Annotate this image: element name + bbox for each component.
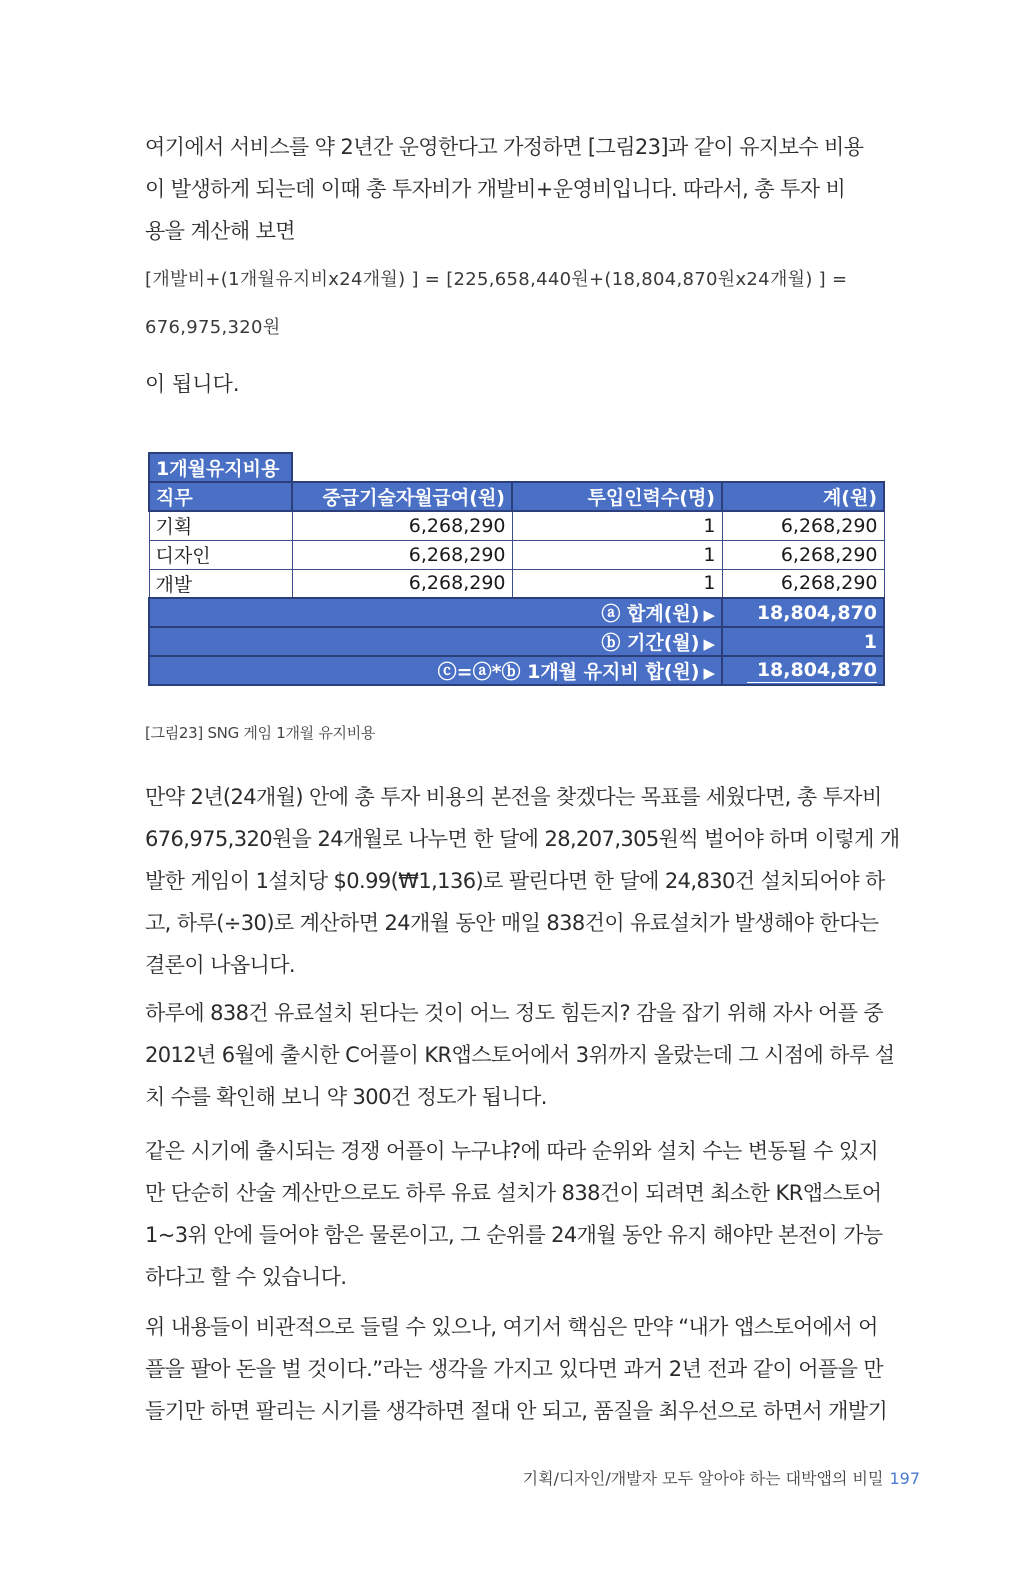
table-title-row [149, 453, 884, 482]
body-line: 플을 팔아 돈을 벌 것이다.”라는 생각을 가지고 있다면 과거 2년 전과 같이 어플을 만 [145, 1357, 884, 1381]
summary-label [149, 656, 722, 685]
table-cell: 디자인 [149, 540, 292, 569]
summary-label [149, 627, 722, 656]
body-line: 2012년 6월에 출시한 C어플이 KR앱스토어에서 3위까지 올랐는데 그 시점에 하루 설 [145, 1043, 895, 1067]
summary-row-monthly-total [149, 656, 884, 685]
table-row [149, 511, 884, 540]
column-header: 계(원) [722, 482, 884, 511]
body-line: 하루에 838건 유료설치 된다는 것이 어느 정도 힘든지? 감을 잡기 위해 자사 어플 중 [145, 1001, 884, 1025]
table-cell: 개발 [149, 569, 292, 598]
body-paragraph [145, 992, 895, 1118]
table-cell: 1 [512, 540, 722, 569]
table-cell: 6,268,290 [722, 511, 884, 540]
table-row [149, 540, 884, 569]
body-paragraph [145, 776, 900, 986]
body-line: 위 내용들이 비관적으로 들릴 수 있으나, 여기서 핵심은 만약 “내가 앱스토어에서 어 [145, 1315, 878, 1339]
intro-line: 이 발생하게 되는데 이때 총 투자비가 개발비+운영비입니다. 따라서, 총 투자 비 [145, 177, 846, 201]
table-header-row [149, 482, 884, 511]
intro-line: 여기에서 서비스를 약 2년간 운영한다고 가정하면 [그림23]과 같이 유지보수 비용 [145, 135, 864, 159]
table-cell: 6,268,290 [722, 540, 884, 569]
book-title: 기획/디자인/개발자 모두 알아야 하는 대박앱의 비밀 [522, 1469, 884, 1488]
maintenance-cost-table [148, 452, 885, 686]
table-cell: 6,268,290 [722, 569, 884, 598]
summary-row-period [149, 627, 884, 656]
cost-formula [145, 256, 885, 352]
column-header: 직무 [149, 482, 292, 511]
body-line: 만약 2년(24개월) 안에 총 투자 비용의 본전을 찾겠다는 목표를 세웠다면, 총 투자비 [145, 785, 882, 809]
table-cell: 1 [512, 511, 722, 540]
formula-line: 676,975,320원 [145, 317, 281, 338]
table-cell: 6,268,290 [292, 569, 512, 598]
summary-value: 1 [722, 627, 884, 656]
body-line: 676,975,320원을 24개월로 나누면 한 달에 28,207,305원씩 벌어야 하며 이렇게 개 [145, 827, 900, 851]
column-header: 중급기술자월급여(원) [292, 482, 512, 511]
table-cell: 6,268,290 [292, 540, 512, 569]
summary-value-text: 18,804,870 [747, 659, 877, 683]
summary-label-text: ⓑ 기간(월) [601, 632, 700, 654]
maintenance-cost-table-figure [148, 452, 883, 694]
intro-paragraph [145, 126, 885, 252]
play-arrow-icon: ▶ [703, 606, 715, 624]
summary-value: 18,804,870 [722, 598, 884, 627]
table-cell: 1 [512, 569, 722, 598]
intro-line: 용을 계산해 보면 [145, 219, 295, 243]
body-paragraph [145, 1130, 885, 1298]
summary-value [722, 656, 884, 685]
summary-label-text: ⓒ=ⓐ*ⓑ 1개월 유지비 합(원) [437, 661, 700, 683]
body-line: 만 단순히 산술 계산만으로도 하루 유료 설치가 838건이 되려면 최소한 KR앱스토어 [145, 1181, 882, 1205]
closing-text: 이 됩니다. [145, 372, 240, 396]
body-line: 1~3위 안에 들어야 함은 물론이고, 그 순위를 24개월 동안 유지 해야만 본전이 가능 [145, 1223, 883, 1247]
play-arrow-icon: ▶ [703, 664, 715, 682]
figure-caption: [그림23] SNG 게임 1개월 유지비용 [145, 724, 376, 742]
summary-label [149, 598, 722, 627]
page-number: 197 [889, 1469, 920, 1488]
body-line: 발한 게임이 1설치당 $0.99(₩1,136)로 팔린다면 한 달에 24,830건 설치되어야 하 [145, 869, 885, 893]
play-arrow-icon: ▶ [703, 635, 715, 653]
table-cell: 6,268,290 [292, 511, 512, 540]
table-title: 1개월유지비용 [149, 453, 292, 482]
body-paragraph [145, 1306, 888, 1432]
table-cell: 기획 [149, 511, 292, 540]
body-line: 같은 시기에 출시되는 경쟁 어플이 누구냐?에 따라 순위와 설치 수는 변동될 수 있지 [145, 1139, 879, 1163]
body-line: 결론이 나옵니다. [145, 953, 295, 977]
body-line: 하다고 할 수 있습니다. [145, 1265, 347, 1289]
body-line: 치 수를 확인해 보니 약 300건 정도가 됩니다. [145, 1085, 547, 1109]
body-line: 고, 하루(÷30)로 계산하면 24개월 동안 매일 838건이 유료설치가 발생해야 한다는 [145, 911, 879, 935]
table-row [149, 569, 884, 598]
summary-row-total [149, 598, 884, 627]
page-footer [440, 1466, 920, 1489]
summary-label-text: ⓐ 합계(원) [601, 603, 700, 625]
formula-line: [개발비+(1개월유지비x24개월) ] = [225,658,440원+(18,804,870원x24개월) ] = [145, 269, 848, 290]
body-line: 들기만 하면 팔리는 시기를 생각하면 절대 안 되고, 품질을 최우선으로 하면서 개발기 [145, 1399, 888, 1423]
column-header: 투입인력수(명) [512, 482, 722, 511]
